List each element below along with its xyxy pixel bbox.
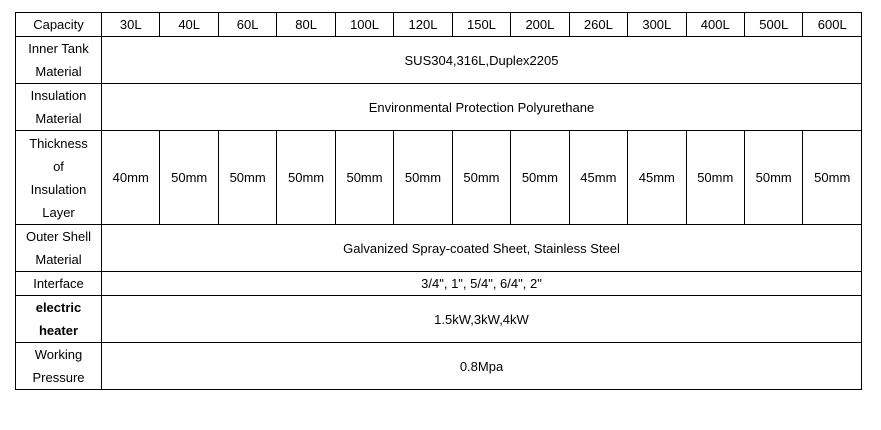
specification-table [15,12,862,390]
label-line: of [53,158,64,174]
thickness-cell: 50mm [744,131,802,225]
heater-label [16,296,102,343]
capacity-cell: 400L [686,13,744,37]
thickness-cell: 50mm [160,131,218,225]
capacity-cell: 60L [218,13,276,37]
label-line: electric [35,300,82,315]
capacity-cell: 100L [335,13,393,37]
capacity-cell: 200L [511,13,569,37]
pressure-label [16,343,102,390]
inner-tank-value: SUS304,316L,Duplex2205 [102,37,862,84]
label-line: Material [35,64,82,79]
thickness-cell: 40mm [102,131,160,225]
capacity-cell: 80L [277,13,335,37]
label-line: Material [35,252,82,267]
capacity-label: Capacity [16,13,102,37]
label-line: Thickness [29,135,88,151]
heater-row [16,296,862,343]
insulation-value: Environmental Protection Polyurethane [102,84,862,131]
label-line: Inner Tank [28,41,89,56]
capacity-cell: 500L [744,13,802,37]
capacity-cell: 30L [102,13,160,37]
outer-shell-row [16,225,862,272]
interface-value: 3/4", 1", 5/4", 6/4", 2" [102,272,862,296]
label-line: Material [35,111,82,126]
outer-shell-value: Galvanized Spray-coated Sheet, Stainless Steel [102,225,862,272]
capacity-cell: 600L [803,13,862,37]
capacity-cell: 40L [160,13,218,37]
thickness-cell: 45mm [569,131,627,225]
capacity-cell: 120L [394,13,452,37]
heater-value: 1.5kW,3kW,4kW [102,296,862,343]
thickness-label [16,131,102,225]
capacity-cell: 150L [452,13,510,37]
thickness-cell: 50mm [335,131,393,225]
thickness-cell: 45mm [628,131,686,225]
thickness-cell: 50mm [511,131,569,225]
capacity-cell: 300L [628,13,686,37]
capacity-cell: 260L [569,13,627,37]
label-line: heater [38,323,79,338]
outer-shell-label [16,225,102,272]
label-line: Working [34,347,83,362]
label-line: Insulation [30,181,87,197]
insulation-label [16,84,102,131]
thickness-cell: 50mm [394,131,452,225]
thickness-cell: 50mm [452,131,510,225]
thickness-cell: 50mm [218,131,276,225]
thickness-cell: 50mm [686,131,744,225]
thickness-row [16,131,862,225]
label-line: Outer Shell [25,229,92,244]
thickness-cell: 50mm [803,131,862,225]
label-line: Insulation [30,88,87,103]
pressure-value: 0.8Mpa [102,343,862,390]
label-line: Pressure [32,370,85,385]
inner-tank-row [16,37,862,84]
insulation-row [16,84,862,131]
pressure-row [16,343,862,390]
inner-tank-label [16,37,102,84]
interface-row [16,272,862,296]
label-line: Layer [42,204,75,220]
capacity-row [16,13,862,37]
interface-label: Interface [16,272,102,296]
thickness-cell: 50mm [277,131,335,225]
